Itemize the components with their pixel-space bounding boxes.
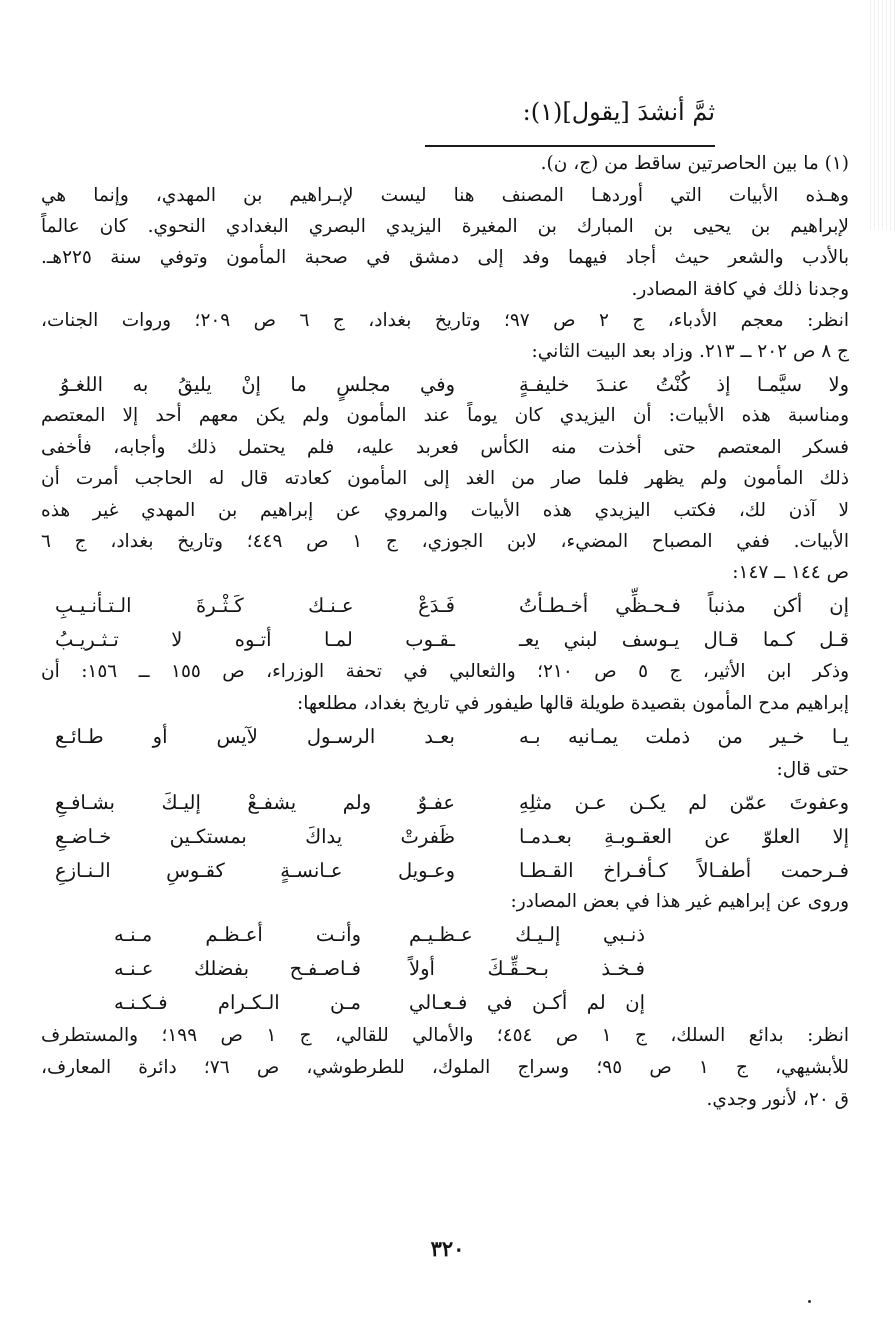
footnote-line: لا آذن لك، فكتب اليزيدي هذه الأبيات والمروي عن إبراهيم بن المهدي غير هذه: [41, 500, 849, 521]
footnote-line: (١) ما بين الحاصرتين ساقط من (ج، ن).: [540, 153, 849, 174]
verse-hemistich-right: ذنـبي إلـيـك عـظـيـم: [409, 923, 645, 946]
verse-hemistich-left: وعـويل عـانسـةٍ كقـوسِ الـنـازعِ: [55, 859, 455, 882]
footnote-line: فسكر المعتصم حتى أخذت منه الكأس فعربد عليه، فلم يحتمل ذلك وأجابه، فأخفى: [41, 437, 849, 458]
footnote-line: انظر: بدائع السلك، ج ١ ص ٤٥٤؛ والأمالي للقالي، ج ١ ص ١٩٩؛ والمستطرف: [41, 1025, 849, 1046]
footnote-line: إبراهيم مدح المأمون بقصيدة طويلة قالها طيفور في تاريخ بغداد، مطلعها:: [296, 693, 849, 714]
verse-hemistich-right: إلا العلوّ عن العقـوبـةِ بعـدمـا: [519, 825, 849, 848]
verse-hemistich-left: وأنـت أعـظـم مـنـه: [114, 923, 361, 946]
footnote-line: الأبيات. ففي المصباح المضيء، لابن الجوزي، ج ١ ص ٤٤٩؛ وتاريخ بغداد، ج ٦: [41, 531, 849, 552]
verse-hemistich-left: فـاصـفـح بفضلك عـنـه: [114, 957, 361, 980]
verse-hemistich-left: ـقـوب لمـا أتـوه لا تـثـريـبُ: [55, 628, 455, 651]
verse-hemistich-left: بعـد الرسـول لآيس أو طـائـع: [55, 725, 455, 748]
footnote-line: ذلك المأمون ولم يظهر فلما صار من الغد إلى المأمون كعادته قال له الحاجب أمرت أن: [41, 468, 849, 489]
verse-hemistich-left: عفـوٌ ولم يشفـعْ إليـكَ بشـافـعِ: [55, 791, 455, 814]
page-heading: ثمَّ أنشدَ [يقول](١):: [522, 98, 715, 126]
footnote-line: ص ١٤٤ ــ ١٤٧:: [732, 562, 849, 583]
footnote-line: وجدنا ذلك في كافة المصادر.: [631, 279, 849, 300]
verse-hemistich-right: ولا سيَّمـا إذ كُنْتُ عنـدَ خليفـةٍ: [519, 373, 849, 396]
scan-edge-marks: [867, 0, 895, 230]
verse-hemistich-right: وعفوتَ عمّن لم يكـن عـن مثلِهِ: [519, 791, 849, 814]
verse-hemistich-left: ظَفرتْ يداكَ بمستكـين خـاضـعِ: [55, 825, 455, 848]
footnote-line: لإبراهيم بن يحيى بن المبارك بن المغيرة اليزيدي البصري البغدادي النحوي. كان عالماً: [41, 216, 849, 237]
verse-hemistich-right: فـرحمت أطفـالاً كـأفـراخ القـطـا: [519, 859, 849, 882]
footnote-line: حتى قال:: [776, 759, 849, 780]
scan-speck: [808, 1300, 811, 1303]
page-number: ٣٢٠: [430, 1236, 465, 1261]
footnote-line: ج ٨ ص ٢٠٢ ــ ٢١٣. وزاد بعد البيت الثاني:: [531, 341, 849, 362]
verse-hemistich-right: إن لم أكـن في فـعـالي: [409, 991, 645, 1014]
verse-hemistich-right: قـل كـما قـال يـوسف لبني يعـ: [519, 628, 849, 651]
verse-hemistich-left: مـن الـكـرام فـكـنـه: [114, 991, 361, 1014]
footnote-line: انظر: معجم الأدباء، ج ٢ ص ٩٧؛ وتاريخ بغداد، ج ٦ ص ٢٠٩؛ وروات الجنات،: [41, 310, 849, 331]
verse-hemistich-left: وفي مجلسٍ ما إنْ يليقُ به اللغـوُ: [60, 373, 455, 396]
verse-hemistich-right: يـا خـير من ذملت يمـانيه بـه: [519, 725, 849, 748]
verse-hemistich-right: إن أكن مذنباً فـحـظِّي أخـطـأتُ: [519, 594, 849, 617]
footnote-line: بالأدب والشعر حيث أجاد فيهما وفد إلى دمشق في صحبة المأمون وتوفي سنة ٢٢٥هـ.: [41, 247, 849, 268]
footnote-line: ومناسبة هذه الأبيات: أن اليزيدي كان يوماً عند المأمون ولم يكن معهم أحد إلا المعتصم: [41, 405, 849, 426]
footnote-separator-rule: [425, 145, 715, 147]
footnote-line: وروى عن إبراهيم غير هذا في بعض المصادر:: [510, 891, 849, 912]
footnote-line: للأبشيهي، ج ١ ص ٩٥؛ وسراج الملوك، للطرطوشي، ص ٧٦؛ دائرة المعارف،: [41, 1057, 849, 1078]
footnote-line: وذكر ابن الأثير، ج ٥ ص ٢١٠؛ والثعالبي في تحفة الوزراء، ص ١٥٥ ــ ١٥٦: أن: [41, 661, 849, 682]
verse-hemistich-left: فَـدَعْ عـنـك كَـثْـرةَ الـتـأنـيـبِ: [55, 594, 455, 617]
verse-hemistich-right: فـخـذ بـحـقِّـكَ أولاً: [409, 957, 645, 980]
footnote-line: ق ٢٠، لأنور وجدي.: [706, 1089, 849, 1110]
footnote-line: وهـذه الأبيات التي أوردهـا المصنف هنا ليست لإبـراهيم بن المهدي، وإنما هي: [41, 185, 849, 206]
